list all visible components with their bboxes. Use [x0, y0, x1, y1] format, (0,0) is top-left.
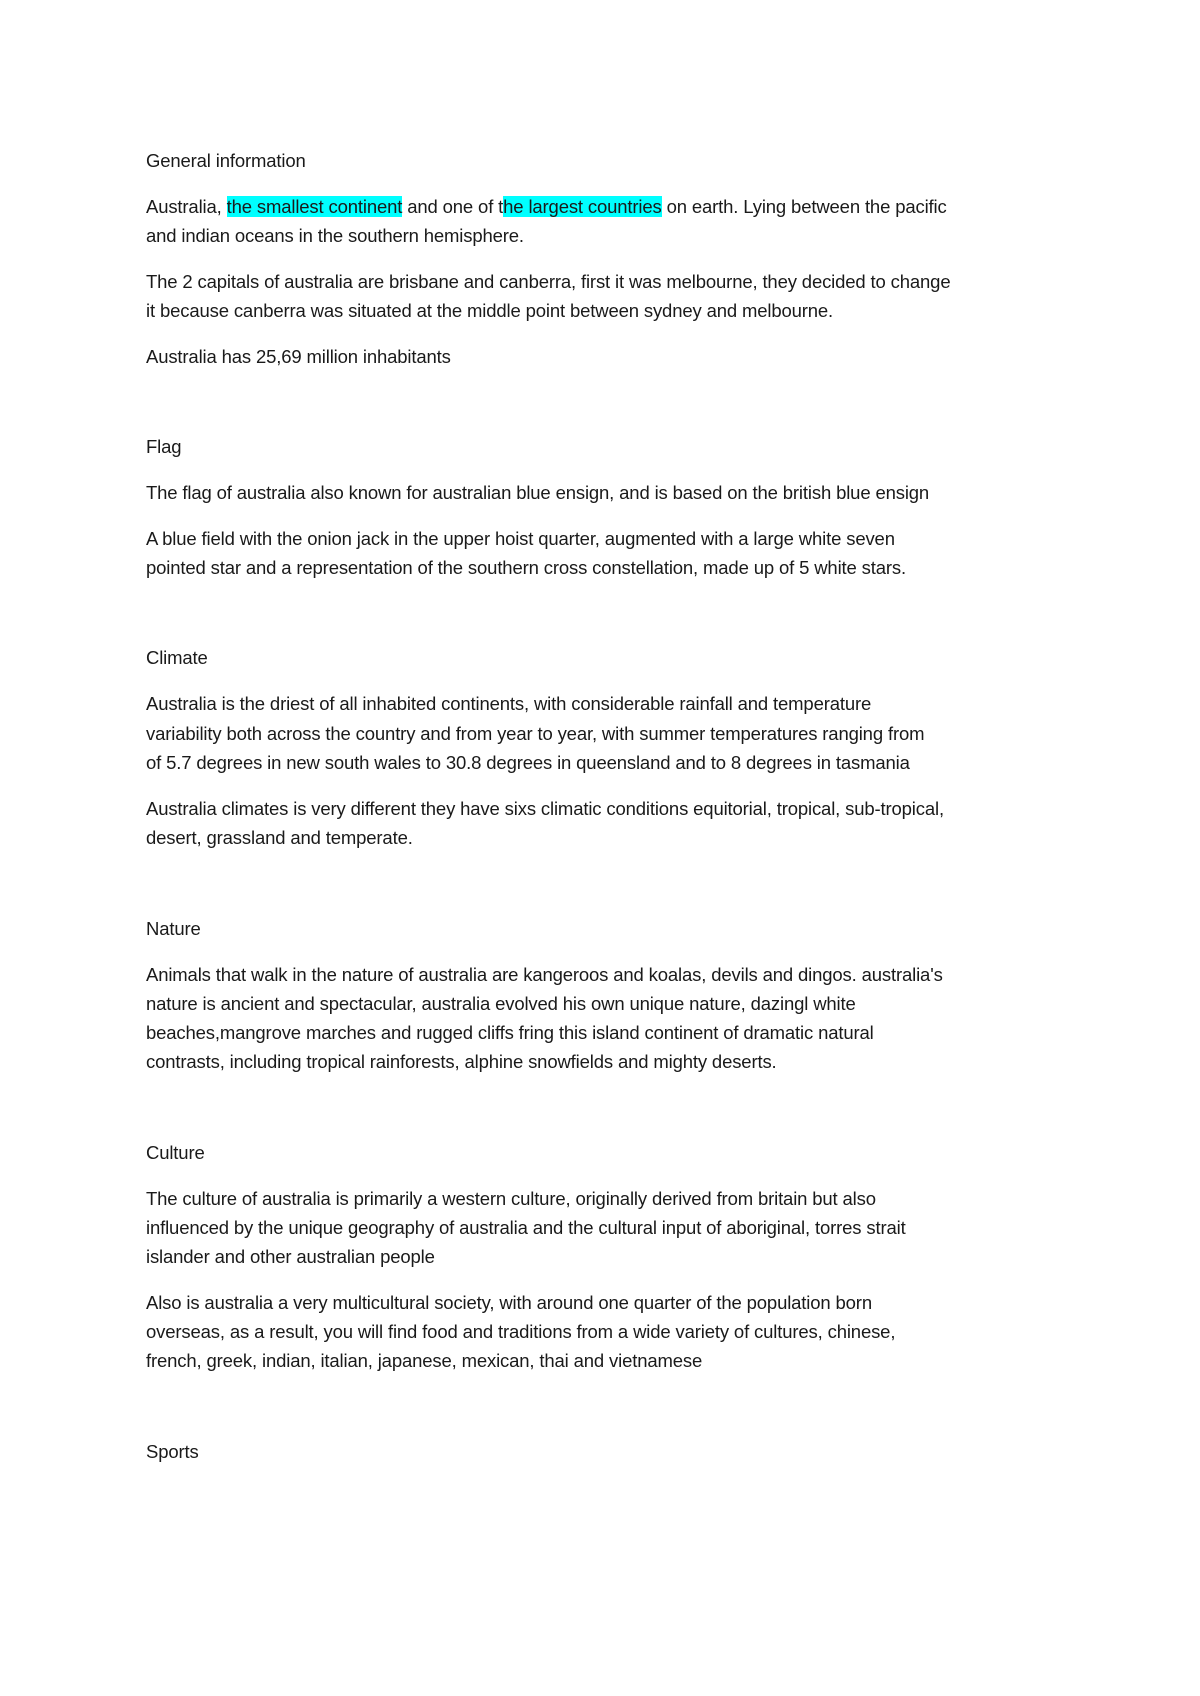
paragraph-line: Also is australia a very multicultural society, with around one quarter of the population born: [146, 1292, 872, 1313]
paragraph-line: Australia has 25,69 million inhabitants: [146, 346, 451, 367]
paragraph-line: The culture of australia is primarily a western culture, originally derived from britain but also: [146, 1188, 876, 1209]
paragraph-line: influenced by the unique geography of australia and the cultural input of aboriginal, torres strait: [146, 1217, 906, 1238]
paragraph-line: of 5.7 degrees in new south wales to 30.8 degrees in queensland and to 8 degrees in tasmania: [146, 752, 910, 773]
text-run: on earth. Lying between the pacific: [661, 196, 947, 217]
text-run: Australia,: [146, 196, 227, 217]
paragraph-line: desert, grassland and temperate.: [146, 827, 413, 848]
highlighted-text: the smallest continent: [226, 196, 403, 217]
paragraph-line: contrasts, including tropical rainforests, alphine snowfields and mighty deserts.: [146, 1051, 777, 1072]
text-run: and one of t: [402, 196, 504, 217]
paragraph-line: Animals that walk in the nature of australia are kangeroos and koalas, devils and dingos. australia's: [146, 964, 943, 985]
paragraph-line: french, greek, indian, italian, japanese, mexican, thai and vietnamese: [146, 1350, 703, 1371]
paragraph-line: Australia is the driest of all inhabited continents, with considerable rainfall and temperature: [146, 693, 872, 714]
section-heading-flag: Flag: [146, 436, 182, 457]
section-heading-culture: Culture: [146, 1142, 205, 1163]
highlighted-text: he largest countries: [503, 196, 662, 217]
paragraph-line: A blue field with the onion jack in the upper hoist quarter, augmented with a large white seven: [146, 528, 895, 549]
paragraph-line: overseas, as a result, you will find food and traditions from a wide variety of cultures, chinese,: [146, 1321, 896, 1342]
section-heading-sports: Sports: [146, 1441, 199, 1462]
section-heading-nature: Nature: [146, 918, 201, 939]
paragraph-line: pointed star and a representation of the southern cross constellation, made up of 5 white stars.: [146, 557, 906, 578]
section-heading-climate: Climate: [146, 647, 208, 668]
section-heading-general-information: General information: [146, 150, 306, 171]
paragraph-line: and indian oceans in the southern hemisphere.: [146, 225, 524, 246]
paragraph-line: islander and other australian people: [146, 1246, 435, 1267]
paragraph-line: variability both across the country and from year to year, with summer temperatures ranging from: [146, 723, 925, 744]
paragraph-line: Australia climates is very different they have sixs climatic conditions equitorial, tropical, sub-tropical,: [146, 798, 944, 819]
paragraph-line: The 2 capitals of australia are brisbane and canberra, first it was melbourne, they decided to change: [146, 271, 951, 292]
paragraph-line: nature is ancient and spectacular, australia evolved his own unique nature, dazingl white: [146, 993, 856, 1014]
paragraph-line: beaches,mangrove marches and rugged cliffs fring this island continent of dramatic natural: [146, 1022, 874, 1043]
paragraph-line: it because canberra was situated at the middle point between sydney and melbourne.: [146, 300, 834, 321]
paragraph-line: The flag of australia also known for australian blue ensign, and is based on the british blue ensign: [146, 482, 930, 503]
paragraph-line: [146, 195, 947, 219]
